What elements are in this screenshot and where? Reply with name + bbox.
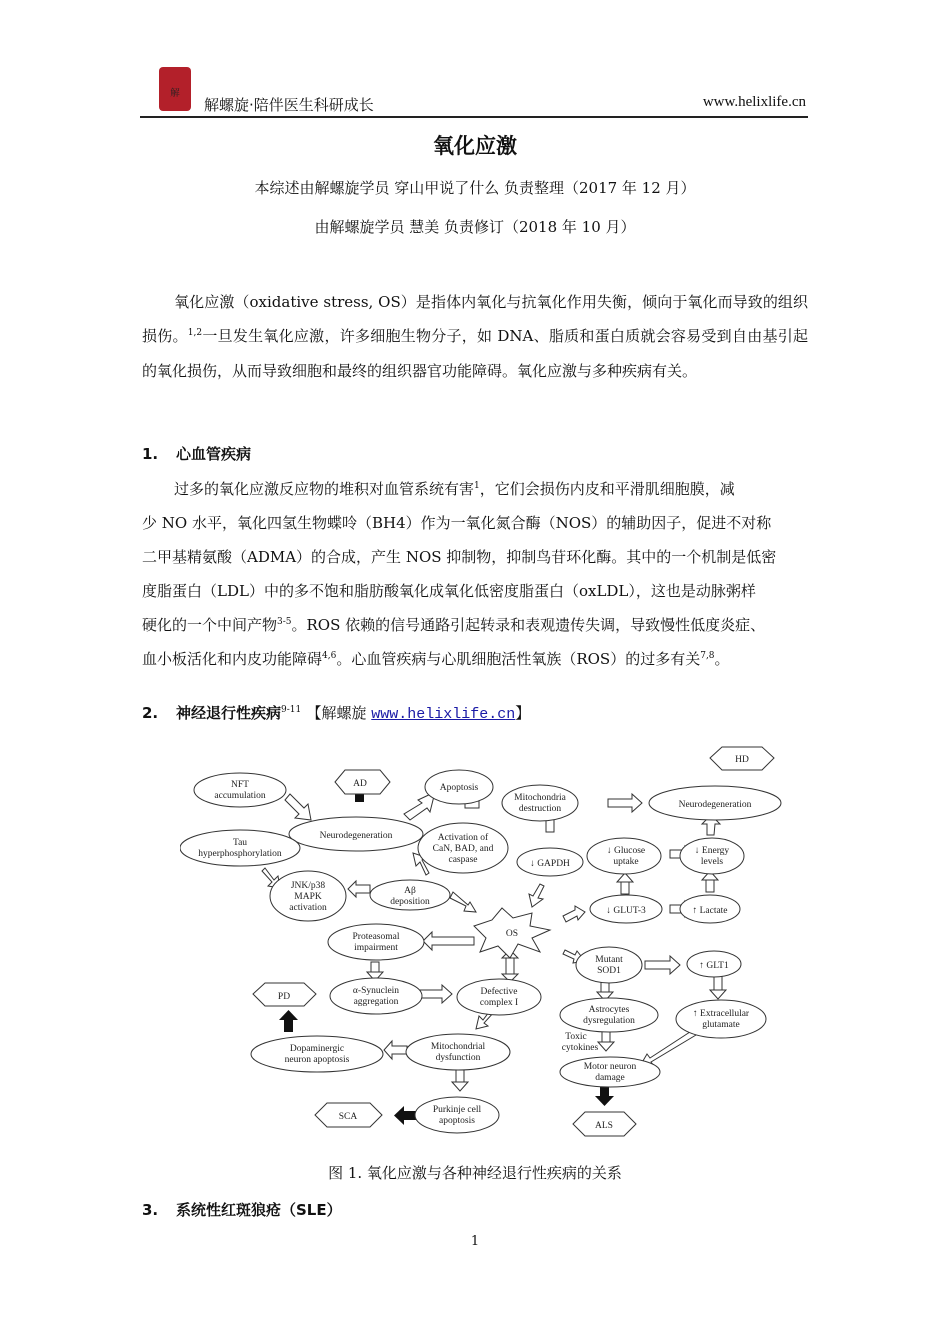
svg-text:neuron apoptosis: neuron apoptosis	[284, 1055, 350, 1065]
svg-text:Neurodegeneration: Neurodegeneration	[678, 800, 752, 810]
page-header	[140, 60, 808, 118]
arrow-os-proteasomal	[423, 932, 474, 950]
svg-text:α-Synuclein: α-Synuclein	[352, 986, 400, 996]
svg-text:Tau: Tau	[232, 838, 248, 848]
svg-text:hyperphosphorylation: hyperphosphorylation	[198, 849, 282, 859]
helixlife-logo	[157, 65, 193, 113]
svg-text:Apoptosis: Apoptosis	[439, 783, 479, 793]
citation: 4,6	[322, 651, 337, 661]
svg-text:SCA: SCA	[338, 1112, 358, 1122]
os-neurodegeneration-diagram	[180, 740, 790, 1145]
arrow-abeta-os	[450, 892, 476, 912]
citation: 7,8	[700, 651, 715, 661]
svg-text:apoptosis: apoptosis	[439, 1116, 475, 1126]
logo-glyph: 解	[170, 89, 180, 99]
svg-text:HD: HD	[735, 755, 749, 765]
node-sod1	[576, 947, 642, 983]
svg-text:Mitochondrial: Mitochondrial	[430, 1042, 486, 1052]
arrow-dopa-pd	[284, 1018, 293, 1032]
node-astro	[560, 998, 658, 1032]
cardio-line-3: 二甲基精氨酸（ADMA）的合成，产生 NOS 抑制物，抑制鸟苷环化酶。其中的一个机制是低密	[142, 548, 777, 566]
svg-text:Aβ: Aβ	[404, 886, 416, 896]
node-extracellular	[676, 1000, 766, 1038]
cardio-line-6: 血小板活化和内皮功能障碍$^{4,6}$。心血管疾病与心肌细胞活性氧族（ROS）的过多有关$^{7,8}$。	[142, 650, 730, 668]
svg-text:SOD1: SOD1	[597, 966, 621, 976]
svg-text:NFT: NFT	[231, 780, 249, 790]
svg-text:destruction: destruction	[518, 804, 562, 814]
intro-citation: 1,2	[187, 328, 203, 339]
node-energy	[680, 838, 744, 874]
arrow-sod1-glt1	[645, 956, 680, 974]
arrow-mito-neurodeg	[608, 794, 642, 812]
figure-caption: 图 1. 氧化应激与各种神经退行性疾病的关系	[328, 1164, 622, 1182]
section-title: 心血管疾病	[176, 445, 252, 463]
node-synuclein	[330, 978, 422, 1014]
credit-line-1: 本综述由解螺旋学员 穿山甲说了什么 负责整理（2017 年 12 月）	[254, 179, 696, 197]
node-mito-destruction	[502, 785, 578, 821]
svg-text:↓ GLUT-3: ↓ GLUT-3	[606, 906, 646, 916]
node-tau	[180, 830, 300, 866]
arrow-extracellular-motor	[640, 1030, 696, 1066]
source-link[interactable]: www.helixlife.cn	[371, 706, 516, 723]
arrow-os-gapdh	[529, 884, 544, 907]
cardio-line-2: 少 NO 水平，氧化四氢生物蝶呤（BH4）作为一氧化氮合酶（NOS）的辅助因子，促进不对称	[142, 514, 772, 532]
svg-text:MAPK: MAPK	[294, 892, 322, 902]
intro-paragraph	[142, 285, 808, 388]
svg-text:CaN, BAD, and: CaN, BAD, and	[432, 844, 494, 854]
section-title: 神经退行性疾病	[176, 704, 282, 722]
citation: 9-11	[281, 705, 302, 715]
intro-text-2: 一旦发生氧化应激，许多细胞生物分子，如 DNA、脂质和蛋白质就会容易受到自由基引起的氧化损伤，从而导致细胞和最终的组织器官功能障碍。氧化应激与多种疾病有关。	[142, 327, 808, 380]
svg-text:glutamate: glutamate	[702, 1020, 740, 1030]
page-title: 氧化应激	[433, 134, 517, 158]
node-glucose	[587, 838, 661, 874]
svg-text:↑ GLT1: ↑ GLT1	[699, 961, 729, 971]
arrow-mito-dopa	[384, 1041, 407, 1059]
header-rule	[140, 116, 808, 118]
arrow-nft-neurodeg	[285, 794, 311, 820]
section-number: 3.	[142, 1201, 159, 1219]
cardio-line-5: 硬化的一个中间产物$^{3-5}$。ROS 依赖的信号通路引起转录和表观遗传失调，导致慢性低度炎症、	[142, 616, 766, 634]
svg-text:deposition: deposition	[390, 897, 430, 907]
node-purkinje	[415, 1097, 499, 1133]
section-number: 1.	[142, 445, 159, 463]
svg-text:complex I: complex I	[479, 998, 519, 1008]
svg-text:accumulation: accumulation	[214, 791, 266, 801]
header-url[interactable]: www.helixlife.cn	[702, 94, 806, 110]
svg-text:↑ Extracellular: ↑ Extracellular	[692, 1009, 750, 1019]
node-nft	[194, 773, 286, 807]
section-number: 2.	[142, 704, 159, 722]
svg-text:↓ GAPDH: ↓ GAPDH	[530, 859, 570, 869]
cardio-line-4: 度脂蛋白（LDL）中的多不饱和脂肪酸氧化成氧化低密度脂蛋白（oxLDL），这也是动脉粥样	[142, 582, 756, 600]
svg-text:Activation of: Activation of	[437, 833, 489, 843]
svg-text:Neurodegeneration: Neurodegeneration	[319, 831, 393, 841]
svg-text:cytokines: cytokines	[561, 1043, 599, 1053]
arrow-abeta-jnk	[348, 881, 370, 897]
cardio-line-1: 过多的氧化应激反应物的堆积对血管系统有害$^1$，它们会损伤内皮和平滑肌细胞膜，减	[174, 480, 735, 498]
svg-text:Purkinje cell: Purkinje cell	[432, 1105, 482, 1115]
svg-text:Motor neuron: Motor neuron	[583, 1062, 637, 1072]
citation: 1	[474, 481, 480, 491]
svg-text:Astrocytes: Astrocytes	[588, 1005, 630, 1015]
svg-text:aggregation: aggregation	[353, 997, 399, 1007]
page-number: 1	[470, 1234, 480, 1249]
section-heading-3	[142, 1199, 342, 1220]
svg-text:ALS: ALS	[595, 1121, 613, 1131]
section-title: 系统性红斑狼疮（SLE）	[176, 1201, 342, 1219]
arrow-os-glut3	[563, 906, 585, 922]
section-heading-1	[142, 443, 251, 464]
svg-text:dysregulation: dysregulation	[583, 1016, 635, 1026]
node-complex1	[457, 979, 541, 1015]
citation: 3-5	[277, 617, 292, 627]
svg-text:OS: OS	[505, 929, 519, 939]
node-proteasomal	[328, 924, 424, 960]
svg-text:AD: AD	[353, 779, 367, 789]
svg-text:Proteasomal: Proteasomal	[352, 932, 400, 942]
svg-text:uptake: uptake	[613, 857, 639, 867]
svg-text:PD: PD	[277, 992, 291, 1002]
svg-text:Mitochondria: Mitochondria	[514, 793, 566, 803]
svg-text:↓ Glucose: ↓ Glucose	[606, 846, 646, 856]
svg-text:Dopaminergic: Dopaminergic	[289, 1044, 345, 1054]
svg-text:levels: levels	[700, 857, 724, 867]
node-dopa	[251, 1036, 383, 1072]
svg-text:Defective: Defective	[480, 987, 518, 997]
svg-text:damage: damage	[595, 1073, 625, 1083]
intro-text-1: 氧化应激（oxidative stress, OS）是指体内氧化与抗氧化作用失衡，倾向于氧化而导致的组织损伤。	[142, 293, 808, 346]
svg-text:dysfunction: dysfunction	[435, 1053, 481, 1063]
svg-text:Toxic: Toxic	[565, 1032, 587, 1042]
header-slogan: 解螺旋·陪伴医生科研成长	[204, 96, 374, 114]
svg-text:JNK/p38: JNK/p38	[290, 881, 326, 891]
svg-text:↓ Energy: ↓ Energy	[694, 846, 730, 856]
svg-text:↑ Lactate: ↑ Lactate	[692, 906, 728, 916]
section-heading-2: 2. 神经退行性疾病$^{9-11}$ 【解螺旋 www.helixlife.cn】	[142, 704, 531, 723]
credit-line-2: 由解螺旋学员 慧美 负责修订（2018 年 10 月）	[314, 218, 636, 236]
svg-text:impairment: impairment	[354, 943, 398, 953]
svg-text:caspase: caspase	[448, 855, 478, 865]
node-mito-dysfunction	[406, 1034, 510, 1070]
svg-text:activation: activation	[289, 903, 327, 913]
svg-text:Mutant: Mutant	[595, 955, 623, 965]
